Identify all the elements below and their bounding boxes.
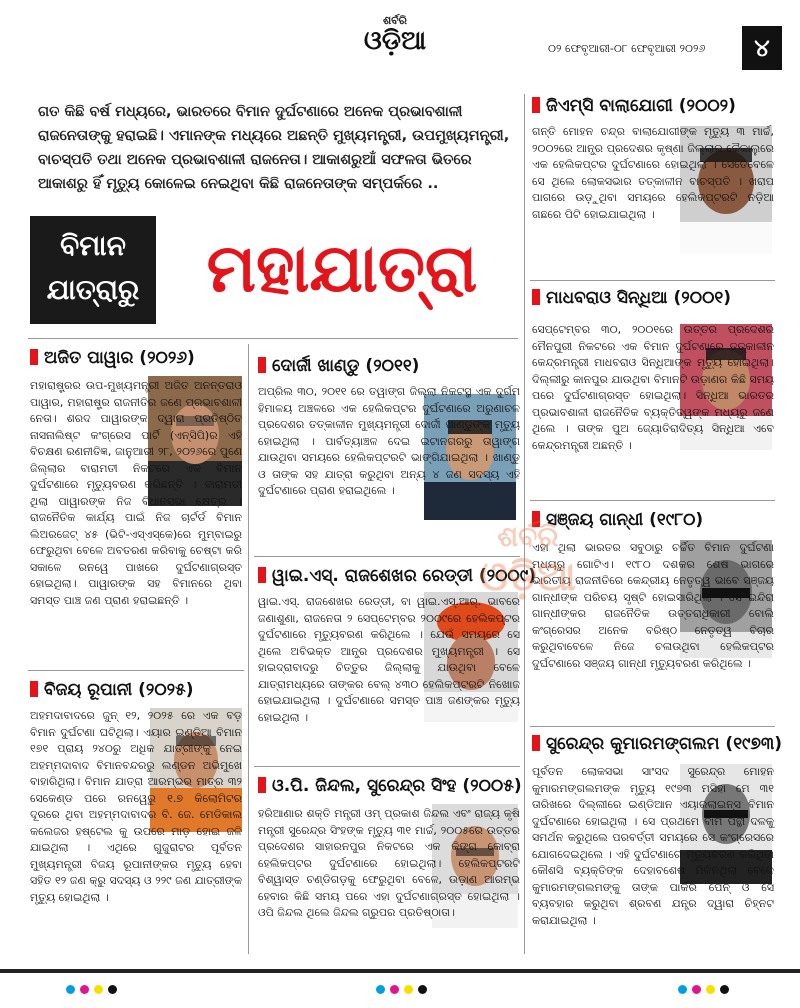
article-body-ajit: ମହାରାଷ୍ଟ୍ରର ଉପ-ମୁଖ୍ୟମନ୍ତ୍ରୀ ଅଜିତ ଅନନ୍ତରାଓ ପାୱାର, ମହାରାଷ୍ଟ୍ର ରାଜନୀତିର ଜଣେ ପ୍ରଭାବଶାଳୀ ନେତା। ଶରଦ ପାୱାରଙ୍କ ଦ୍ୱାରା ପ୍ରତିଷ୍ଠିତ ନାସନାଲିଷ୍ଟ କଂଗ୍ରେସ ପାର୍ଟି (ଏନ୍‌ସିପି)ର ଏହି ବିଚକ୍ଷଣ ରଣନୀତିଜ୍ଞ, ଜାନୁଆରୀ ୨୮, ୨୦୨୬ରେ ପୁଣେ ଜିଲ୍ଲାର ବାରାମତୀ ନିକଟରେ ଏକ ବିମାନ ଦୁର୍ଘଟଣାରେ ମୃତ୍ୟୁବରଣ କରିଛନ୍ତି । ବାରାମତୀ ଥିଲା ପାୱାରଙ୍କ ନିଜ ବିଧାନସଭା କ୍ଷେତ୍ର । ରାଜନୈତିକ କାର୍ଯ୍ୟ ପାଇଁ ନିଜ ଚାର୍ଟର୍ଡ ବିମାନ ଲିଅରଜେଟ୍ ୪୫ (ଭିଟି-ଏସ୍‌ଏସ୍‌କେ)ରେ ମୁମ୍ବାଇରୁ ଫେରୁଥିବା ବେଳେ ଅବତରଣ କରିବାକୁ ଚେଷ୍ଟା କରି ସକାଳେ ରନୱେ ପାଖରେ ଦୁର୍ଘଟଣାଗ୍ରସ୍ତ ହୋଇଥିଲା। ପାୱାରଙ୍କ ସହ ବିମାନରେ ଥିବା ସମସ୍ତ ପାଞ୍ଚ ଜଣ ପ୍ରାଣ ହରାଇଛନ୍ତି । <box>30 379 242 607</box>
registration-dot-black <box>418 985 427 994</box>
masthead-logo <box>330 14 460 54</box>
registration-dot-yellow <box>94 985 103 994</box>
masthead-tagline: ଶର୍ବରି <box>382 14 408 27</box>
article-title-dorjee: ଦୋର୍ଜୀ ଖାଣ୍ଡୁ (୨୦୧୧) <box>258 356 419 376</box>
headline-rule <box>28 338 518 339</box>
article-body-surendra: ପୂର୍ବତନ ଲୋକସଭା ସାଂସଦ ସୁରେନ୍ଦ୍ର ମୋହନ କୁମାରମଙ୍ଗଲମଙ୍କ ମୃତ୍ୟୁ ୧୯୭୩ ମସିହା ମେ ୩୧ ତାରିଖରେ ଦିଲ୍ଲୀରେ ଇଣ୍ଡିଆନ ଏୟାରଲାଇନ୍ସ ବିମାନ ଦୁର୍ଘଟଣାରେ ହୋଇଥିଲା । ସେ ପ୍ରଥମେ ବାମ ପନ୍ଥୀ ଦଳକୁ ସମର୍ଥନ କରୁଥିଲେ ପରବର୍ତ୍ତୀ ସମୟରେ ସେ କଂଗ୍ରେସରେ ଯୋଗଦେଇଥିଲେ । ଏହି ଦୁର୍ଘଟଣାରେ ମୃତ୍ୟୁବରଣ କରିଥିବା କୌଶସି ବ୍ୟକ୍ତିଙ୍କ ଦେହାବଶେଷ ମିଳିନଥିଲା ବେଳେ କୁମାରମଙ୍ଗଲମଙ୍କୁ ତାଙ୍କ ପାର୍କର ପେନ୍ ଓ ସେ ବ୍ୟବହାର କରୁଥିବା ଶ୍ରବଣ ଯନ୍ତ୍ର ଦ୍ୱାରା ଚିହ୍ନଟ କରାଯାଇଥିଲା । <box>532 765 774 927</box>
watermark-line1: ଶର୍ବରି <box>497 520 559 553</box>
rule-sanjay <box>530 726 775 727</box>
issue-date: ୦୨ ଫେବୃଆରୀ-୦୮ ଫେବୃଆରୀ ୨୦୨୬ <box>548 42 706 55</box>
registration-dot-magenta <box>692 985 701 994</box>
article-title-balayogi: ଜିଏମ୍‌ସି ବାଲାଯୋଗୀ (୨୦୦୨) <box>532 96 736 116</box>
article-body-sanjay: ଏହା ଥିଲା ଭାରତର ସବୁଠାରୁ ଚର୍ଚ୍ଚିତ ବିମାନ ଦୁର୍ଘଟଣା ମଧ୍ୟରୁ ଗୋଟିଏ। ୧୯୮୦ ଦଶକର ଶେଷ ଭାଗରେ ଭାରତୀୟ ରାଜନୀତିରେ କେନ୍ଦ୍ରୀୟ ନେତୃତ୍ୱ ଭାବେ ସଞ୍ଜୟ ଗାନ୍ଧୀଙ୍କ ପରିଚୟ ସୃଷ୍ଟି ହୋଇସାରିଥିଲା । ସେ ଇନ୍ଦିରା ଗାନ୍ଧୀଙ୍କର ରାଜନୈତିକ ଉତ୍ତରାଧିକାରୀ ବୋଲି କଂଗ୍ରେସର ଅନେକ ବରିଷ୍ଠ ନେତୃତ୍ୱ ବିଚାର କରୁଥିବାବେଳେ ନିଜେ ଚଳାଉଥିବା ହେଲିକପ୍ଟର ଦୁର୍ଘଟଣାରେ ସଞ୍ଜୟ ଗାନ୍ଧୀ ମୃତ୍ୟୁବରଣ କରିଥିଲେ । <box>532 541 774 670</box>
article-title-jindal: ଓ.ପି. ଜିନ୍ଦଲ, ସୁରେନ୍ଦ୍ର ସିଂହ (୨୦୦୫) <box>258 776 522 796</box>
page-number: ୪ <box>742 26 782 70</box>
title-bullet <box>532 97 540 113</box>
article-title-madhav: ମାଧବରାଓ ସିନ୍ଧିଆ (୨୦୦୧) <box>532 288 731 308</box>
registration-dot-cyan <box>376 985 385 994</box>
title-bullet <box>532 289 540 305</box>
watermark <box>458 520 598 600</box>
watermark-line2: ଓଡ଼ିଆ <box>480 554 576 600</box>
article-title-surendra: ସୁରେନ୍ଦ୍ର କୁମାରମଙ୍ଗଲମ (୧୯୭୩) <box>532 734 782 754</box>
article-body-dorjee: ଅପ୍ରିଲ ୩୦, ୨୦୧୧ ରେ ତୱାଙ୍ଗ ଜିଲ୍ଲା ନିକଟସ୍ଥ ଏକ ଦୁର୍ଗମ ହିମାଳୟ ଅଞ୍ଚଳରେ ଏକ ହେଲିକପ୍ଟର ଦୁର୍ଘଟଣାରେ ଅରୁଣାଚଳ ପ୍ରଦେଶର ତତ୍କାଳୀନ ମୁଖ୍ୟମନ୍ତ୍ରୀ ଦୋର୍ଜୀ ଖାଣ୍ଡୁଙ୍କ ମୃତ୍ୟୁ ହୋଇଥିଲା । ପାର୍ବତ୍ୟାଞ୍ଚଳ ଦେଇ ଇଟାନଗରରୁ ତାୱାଙ୍ଗ ଯାଉଥିବା ସମୟରେ ହେଲିକପ୍ଟରଟି ଭାଙ୍ଗିଯାଇଥିଲା । ଖାଣ୍ଡୁ ଓ ତାଙ୍କ ସହ ଯାତ୍ରା କରୁଥିବା ଅନ୍ୟ ୪ ଜଣ ସଦସ୍ୟ ଏହି ଦୁର୍ଘଟଣାରେ ପ୍ରାଣ ହରାଇଥିଲେ । <box>258 385 520 497</box>
article-title-ajit: ଅଜିତ ପାୱାର (୨୦୨୬) <box>30 348 195 368</box>
title-bullet <box>30 349 38 365</box>
article-body-jindal: ହରିଆଣାର ଶକ୍ତି ମନ୍ତ୍ରୀ ଓମ୍ ପ୍ରକାଶ ଜିନ୍ଦଲ ଏବଂ ରାଜ୍ୟ କୃଷି ମନ୍ତ୍ରୀ ସୁରେନ୍ଦ୍ର ସିଂହଙ୍କ ମୃତ୍ୟୁ ୩୧ ମାର୍ଚ୍ଚ, ୨୦୦୫ରେ ଉତ୍ତର ପ୍ରଦେଶର ସାହାରନପୁର ନିକଟରେ ଏକ କିଙ୍ଗ କୋବ୍ରା ହେଲିକପ୍ଟର ଦୁର୍ଘଟଣାରେ ହୋଇଥିଲା। ହେଲିକପ୍ଟରଟି ବିଶ୍ୱାସ୍ତ ଚଣ୍ଡିଗଡ଼କୁ ଫେରୁଥିବା ବେଳେ, ଉଡ଼ାଣ ଆରମ୍ଭ ହେବାର କିଛି ସମୟ ପରେ ଏହା ଦୁର୍ଘଟଣାଗ୍ରସ୍ତ ହୋଇଥିଲା । ଓପି ଜିନ୍ଦଲ ଥିଲେ ଜିନ୍ଦଲ ଗ୍ରୁପର ପ୍ରତିଷ୍ଠାତା। <box>258 807 520 919</box>
bottom-rule <box>0 969 800 973</box>
article-title-vijay: ବିଜୟ ରୂପାନୀ (୨୦୨୫) <box>30 680 194 700</box>
registration-dot-yellow <box>404 985 413 994</box>
headline-box-line1: ବିମାନ <box>60 229 126 262</box>
rule-ajit <box>28 670 244 671</box>
article-body-ysr: ୱାଇ.ଏସ୍. ରାଜଶେଖର ରେଡ୍ଡୀ, ବା ୱାଇ.ଏସ୍.ଆର୍. ଭାବରେ ଜଣାଶୁଣା, ରାଜନେତା ୨ ସେପ୍ଟେମ୍ବର ୨୦୦୯ରେ ହେଲିକପ୍ଟର ଦୁର୍ଘଟଣାରେ ମୃତ୍ୟୁବରଣ କରିଥିଲେ । ଯେଉଁ ସମୟରେ ସେ ଥିଲେ ଅବିଭକ୍ତ ଆନ୍ଧ୍ର ପ୍ରଦେଶର ମୁଖ୍ୟମନ୍ତ୍ରୀ । ସେ ହାଇଦ୍ରାବାଦରୁ ଚିତ୍ତୁର ଜିଲ୍ଲାକୁ ଯାଉଥିବା ବେଳେ ଯାତ୍ରାମଧ୍ୟରେ ତାଙ୍କର ବେଲ୍ ୪୩୦ ହେଲିକପ୍ଟରଟି ନିଖୋଜ ହୋଇଯାଇଥିଲା । ଦୁର୍ଘଟଣାରେ ସମସ୍ତ ପାଞ୍ଚ ଜଣଙ୍କର ମୃତ୍ୟୁ ହୋଇଥିଲା । <box>258 595 520 724</box>
registration-dot-yellow <box>706 985 715 994</box>
article-body-madhav: ସେପ୍ଟେମ୍ବର ୩୦, ୨୦୦୧ରେ ଉତ୍ତର ପ୍ରଦେଶର ମୈନପୁରୀ ନିକଟରେ ଏକ ବିମାନ ଦୁର୍ଘଟଣାରେ ତତ୍କାଳୀନ କେନ୍ଦ୍ରମନ୍ତ୍ରୀ ମାଧବରାଓ ସିନ୍ଧିଆଙ୍କ ମୃତ୍ୟୁ ହୋଇଥିଲା। ଦିଲ୍ଲୀରୁ କାନପୁର ଯାଉଥିବା ବିମାନଟି ଉଡ଼ାଣର କିଛି ସମୟ ପରେ ଦୁର୍ଘଟଣାଗ୍ରସ୍ତ ହୋଇଥିଲା। ସିନ୍ଧିଆ ଭାରତର ପ୍ରଭାବଶାଳୀ ରାଜନୈତିକ ବ୍ୟକ୍ତିତ୍ୱଙ୍କ ମଧ୍ୟରୁ ଜଣେ ଥିଲେ । ତାଙ୍କ ପୁଅ ଜ୍ୟୋତିରାଦିତ୍ୟ ସିନ୍ଧିଆ ଏବେ କେନ୍ଦ୍ରମନ୍ତ୍ରୀ ଅଛନ୍ତି । <box>532 323 774 452</box>
registration-dot-cyan <box>678 985 687 994</box>
headline-box <box>30 216 156 324</box>
registration-dot-magenta <box>390 985 399 994</box>
title-bullet <box>258 777 266 793</box>
column-divider-left <box>248 344 249 954</box>
title-bullet <box>258 357 266 373</box>
rule-ysr <box>254 766 520 767</box>
registration-dot-magenta <box>80 985 89 994</box>
intro-paragraph: ଗତ କିଛି ବର୍ଷ ମଧ୍ୟରେ, ଭାରତରେ ବିମାନ ଦୁର୍ଘଟଣାରେ ଅନେକ ପ୍ରଭାବଶାଳୀ ରାଜନେତାଙ୍କୁ ହରାଇଛି। ଏମାନଙ୍କ ମଧ୍ୟରେ ଅଛନ୍ତି ମୁଖ୍ୟମନ୍ତ୍ରୀ, ଉପମୁଖ୍ୟମନ୍ତ୍ରୀ, ବାଚସ୍ପତି ତଥା ଅନେକ ପ୍ରଭାବଶାଳୀ ରାଜନେତା। ଆକାଶରୁଆଁ ସଫଳତା ଭିତରେ ଆକାଶରୁ ହିଁ ମୃତ୍ୟୁ କୋଳେଇ ନେଇଥିବା କିଛି ରାଜନେତାଙ୍କ ସମ୍ପର୍କରେ .. <box>38 104 510 192</box>
headline-box-line2: ଯାତ୍ରାରୁ <box>46 273 140 306</box>
title-bullet <box>30 681 38 697</box>
article-body-vijay: ଅହମଦାବାଦରେ ଜୁନ୍ ୧୨, ୨୦୨୫ ରେ ଏକ ବଡ଼ ବିମାନ ଦୁର୍ଘଟଣା ଘଟିଥିଲା। ଏୟାର ଇଣ୍ଡିଆ ବିମାନ ୧୭୧ ପ୍ରାୟ ୨୪୦ରୁ ଅଧିକ ଯାତ୍ରୀଙ୍କୁ ନେଇ ଅହମ୍ମଦାବାଦ ବିମାନବନ୍ଦରରୁ ଲଣ୍ଡନ ଅଭିମୁଖେ ବାହାରିଥିଲା। ବିମାନ ଯାତ୍ରା ଆରମ୍ଭର ମାତ୍ର ୩୨ ସେକେଣ୍ଡ ପରେ ରନୱେରୁ ୧.୭ କିଲୋମିଟର ଦୂରରେ ଥିବା ଅହମ୍ମଦାବାଦର ବି. ଜେ. ମେଡିକାଲ କଲେଜର ହଷ୍ଟେଲ କୁ ଉପରେ ମାଡ଼ ହୋଇ ଜଳି ଯାଇଥିଲା । ଏଥିରେ ଗୁଜୁରାଟର ପୂର୍ବତନ ମୁଖ୍ୟମନ୍ତ୍ରୀ ବିଜୟ ରୂପାନୀଙ୍କର ମୃତ୍ୟୁ ହେବା ସହିତ ୧୨ ଜଣ କ୍ରୁ ସଦସ୍ୟ ଓ ୨୨୯ ଜଣ ଯାତ୍ରୀଙ୍କ ମୃତ୍ୟୁ ହୋଇଥିଲା । <box>30 709 242 904</box>
article-title-ysr: ୱାଇ.ଏସ୍. ରାଜଶେଖର ରେଡ୍ଡୀ (୨୦୦୯) <box>258 566 536 586</box>
rule-madhav <box>530 500 775 501</box>
registration-dot-black <box>108 985 117 994</box>
article-title-sanjay: ସଞ୍ଜୟ ଗାନ୍ଧୀ (୧୯୮୦) <box>532 510 703 530</box>
title-bullet <box>258 567 266 583</box>
masthead-title: ଓଡ଼ିଆ <box>363 26 427 56</box>
headline-main: ମହାଯାତ୍ରା <box>206 230 478 307</box>
registration-dot-cyan <box>66 985 75 994</box>
registration-dot-black <box>720 985 729 994</box>
article-body-balayogi: ଗନ୍ତି ମୋହନ ଚନ୍ଦ୍ର ବାଲାଯୋଗୀଙ୍କ ମୃତ୍ୟୁ ୩ ମାର୍ଚ୍ଚ, ୨୦୦୨ରେ ଆନ୍ଧ୍ର ପ୍ରଦେଶର କୃଷ୍ଣା ଜିଲ୍ଲାର କୈକାଲୁରେ ଏକ ହେଲିକପ୍ଟର ଦୁର୍ଘଟଣାରେ ହୋଇଥିଲା । ସେତେବେଳେ ସେ ଥିଲେ ଲୋକସଭାର ତତ୍କାଳୀନ ବାଚସ୍ପତି । ଖରାପ ପାଗରେ ଉଡ଼ୁଥିବା ସମୟରେ ହେଲିକପ୍ଟରଟି ନଡ଼ିଆ ଗଛରେ ପିଟି ହୋଇଯାଇଥିଲା । <box>532 125 774 221</box>
rule-balayogi <box>530 280 775 281</box>
title-bullet <box>532 735 540 751</box>
